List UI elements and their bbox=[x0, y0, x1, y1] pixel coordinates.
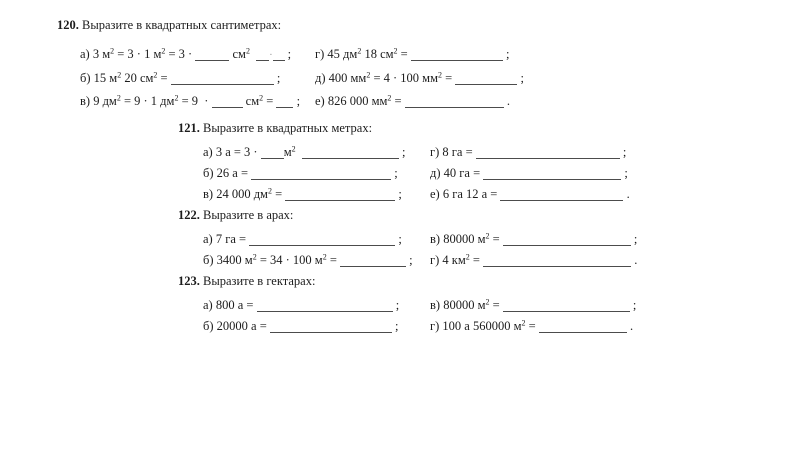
exercise-row bbox=[203, 295, 800, 316]
exercise-row bbox=[203, 316, 800, 337]
text-segment: м bbox=[283, 145, 292, 159]
text-segment: г) 8 га = bbox=[430, 145, 476, 159]
superscript: 2 bbox=[259, 93, 264, 103]
text-segment: а) 3 м bbox=[80, 47, 111, 61]
answer-blank bbox=[483, 254, 631, 267]
exercise-row bbox=[80, 67, 800, 90]
text-segment: ; bbox=[502, 47, 510, 61]
text-segment: = bbox=[525, 319, 539, 333]
text-segment: = 34 · 100 м bbox=[256, 253, 323, 267]
text-segment: 20 см bbox=[121, 71, 154, 85]
text-segment: = 9 · 1 дм bbox=[120, 94, 175, 108]
text-segment: ; bbox=[392, 298, 400, 312]
text-segment: = 3 · 1 м bbox=[114, 47, 162, 61]
exercise-item bbox=[203, 163, 430, 184]
exercise-item bbox=[430, 163, 628, 184]
answer-blank bbox=[340, 254, 406, 267]
text-segment: ; bbox=[395, 232, 402, 246]
answer-blank bbox=[273, 48, 285, 61]
answer-blank bbox=[302, 146, 399, 159]
superscript: 2 bbox=[387, 93, 392, 103]
answer-blank bbox=[476, 146, 620, 159]
answer-blank bbox=[500, 188, 623, 201]
text-segment: см bbox=[229, 47, 246, 61]
text-segment: ; bbox=[398, 145, 406, 159]
exercise-title: Выразите в квадратных метрах: bbox=[199, 121, 373, 135]
exercise-title: Выразите в арах: bbox=[199, 208, 294, 222]
exercise bbox=[178, 119, 800, 205]
answer-blank bbox=[411, 48, 503, 61]
exercise-header bbox=[178, 272, 800, 290]
text-segment: . bbox=[623, 187, 630, 201]
exercise-row bbox=[80, 90, 800, 113]
superscript: 2 bbox=[485, 231, 490, 241]
text-segment: = bbox=[391, 94, 405, 108]
text-segment: ; bbox=[273, 71, 281, 85]
text-segment: ; bbox=[391, 166, 398, 180]
text-segment: = 3 · bbox=[165, 47, 196, 61]
text-segment: ; bbox=[630, 232, 638, 246]
answer-blank bbox=[171, 72, 274, 85]
answer-blank bbox=[261, 146, 284, 159]
answer-blank bbox=[212, 95, 243, 108]
exercise bbox=[178, 206, 800, 271]
exercise-item bbox=[80, 67, 315, 90]
exercise-item bbox=[203, 295, 430, 316]
text-segment: . bbox=[626, 319, 634, 333]
text-segment: в) 80000 м bbox=[430, 298, 486, 312]
exercise-row bbox=[80, 43, 800, 67]
exercise-item bbox=[203, 250, 430, 271]
text-segment: а) 7 га = bbox=[203, 232, 250, 246]
exercise-header bbox=[178, 206, 800, 224]
exercise-rows bbox=[203, 229, 800, 271]
exercise-header bbox=[57, 16, 800, 34]
answer-blank bbox=[503, 299, 630, 312]
text-segment: = bbox=[263, 94, 277, 108]
exercise-item bbox=[80, 43, 315, 67]
superscript: 2 bbox=[267, 186, 272, 196]
text-segment: см bbox=[242, 94, 260, 108]
text-segment: ; bbox=[619, 145, 627, 159]
answer-blank bbox=[195, 48, 229, 61]
exercise-item bbox=[203, 229, 430, 250]
text-segment: ; bbox=[391, 319, 399, 333]
answer-blank bbox=[503, 233, 631, 246]
text-segment: · bbox=[269, 50, 273, 61]
exercise-rows bbox=[203, 295, 800, 337]
text-segment: 18 см bbox=[361, 47, 394, 61]
exercise-item bbox=[430, 316, 633, 337]
exercise-item bbox=[315, 90, 510, 113]
text-segment: = 4 · 100 мм bbox=[370, 71, 439, 85]
text-segment: е) 6 га 12 а = bbox=[430, 187, 501, 201]
exercise-number: 121. bbox=[178, 121, 200, 135]
exercise bbox=[57, 16, 800, 113]
text-segment: ; bbox=[621, 166, 628, 180]
text-segment: . bbox=[503, 94, 510, 108]
text-segment: ; bbox=[395, 187, 402, 201]
text-segment: ; bbox=[406, 253, 413, 267]
text-segment: г) 100 а 560000 м bbox=[430, 319, 522, 333]
superscript: 2 bbox=[366, 70, 371, 80]
superscript: 2 bbox=[110, 46, 115, 56]
exercise-row bbox=[203, 142, 800, 163]
superscript: 2 bbox=[153, 70, 158, 80]
text-segment: г) 4 км bbox=[430, 253, 466, 267]
text-segment: = bbox=[157, 71, 171, 85]
answer-blank bbox=[256, 48, 269, 61]
superscript: 2 bbox=[465, 252, 470, 262]
text-segment: а) 800 а = bbox=[203, 298, 257, 312]
superscript: 2 bbox=[291, 144, 296, 154]
superscript: 2 bbox=[438, 70, 443, 80]
exercise-row bbox=[203, 184, 800, 205]
text-segment: = bbox=[442, 71, 456, 85]
text-segment: б) 3400 м bbox=[203, 253, 253, 267]
exercise bbox=[178, 272, 800, 337]
text-segment: = 9 · bbox=[178, 94, 212, 108]
superscript: 2 bbox=[117, 70, 122, 80]
superscript: 2 bbox=[521, 318, 526, 328]
superscript: 2 bbox=[116, 93, 121, 103]
text-segment: а) 3 а = 3 · bbox=[203, 145, 261, 159]
answer-blank bbox=[270, 320, 392, 333]
exercise-title: Выразите в гектарах: bbox=[199, 274, 316, 288]
exercise-number: 122. bbox=[178, 208, 200, 222]
exercise-item bbox=[315, 43, 509, 67]
text-segment: б) 20000 а = bbox=[203, 319, 270, 333]
answer-blank bbox=[539, 320, 627, 333]
answer-blank bbox=[257, 299, 393, 312]
answer-blank bbox=[249, 233, 395, 246]
superscript: 2 bbox=[393, 46, 398, 56]
exercise-number: 120. bbox=[57, 18, 79, 32]
text-segment: в) 80000 м bbox=[430, 232, 486, 246]
text-segment: д) 400 мм bbox=[315, 71, 367, 85]
answer-blank bbox=[285, 188, 395, 201]
exercise-item bbox=[430, 142, 626, 163]
answer-blank bbox=[405, 95, 504, 108]
text-segment: = bbox=[489, 298, 503, 312]
exercise-header bbox=[178, 119, 800, 137]
exercise-row bbox=[203, 163, 800, 184]
exercise-item bbox=[430, 250, 637, 271]
exercise-item bbox=[430, 295, 636, 316]
text-segment: б) 15 м bbox=[80, 71, 118, 85]
text-segment: е) 826 000 мм bbox=[315, 94, 388, 108]
exercise-rows bbox=[203, 142, 800, 205]
exercise-item bbox=[430, 184, 630, 205]
text-segment: ; bbox=[517, 71, 524, 85]
exercise-item bbox=[430, 229, 637, 250]
exercise-item bbox=[203, 142, 430, 163]
text-segment: ; bbox=[629, 298, 637, 312]
exercise-item bbox=[315, 67, 524, 90]
answer-blank bbox=[276, 95, 293, 108]
exercise-row bbox=[203, 250, 800, 271]
text-segment: . bbox=[631, 253, 638, 267]
text-segment: = bbox=[469, 253, 484, 267]
text-segment: ; bbox=[284, 47, 292, 61]
exercise-number: 123. bbox=[178, 274, 200, 288]
text-segment: ; bbox=[293, 94, 301, 108]
superscript: 2 bbox=[252, 252, 257, 262]
text-segment: д) 40 га = bbox=[430, 166, 484, 180]
exercise-title: Выразите в квадратных сантиметрах: bbox=[78, 18, 282, 32]
exercise-row bbox=[203, 229, 800, 250]
superscript: 2 bbox=[161, 46, 166, 56]
superscript: 2 bbox=[322, 252, 327, 262]
text-segment: в) 9 дм bbox=[80, 94, 117, 108]
answer-blank bbox=[251, 167, 391, 180]
text-segment: г) 45 дм bbox=[315, 47, 358, 61]
superscript: 2 bbox=[245, 46, 250, 56]
superscript: 2 bbox=[174, 93, 179, 103]
exercise-rows bbox=[80, 43, 800, 113]
exercise-item bbox=[203, 316, 430, 337]
text-segment: = bbox=[326, 253, 340, 267]
exercise-item bbox=[203, 184, 430, 205]
answer-blank bbox=[483, 167, 621, 180]
text-segment: = bbox=[397, 47, 411, 61]
text-segment: б) 26 а = bbox=[203, 166, 252, 180]
text-segment: = bbox=[271, 187, 286, 201]
superscript: 2 bbox=[357, 46, 362, 56]
answer-blank bbox=[455, 72, 517, 85]
text-segment: = bbox=[489, 232, 503, 246]
text-segment: в) 24 000 дм bbox=[203, 187, 268, 201]
exercise-item bbox=[80, 90, 315, 113]
superscript: 2 bbox=[485, 297, 490, 307]
